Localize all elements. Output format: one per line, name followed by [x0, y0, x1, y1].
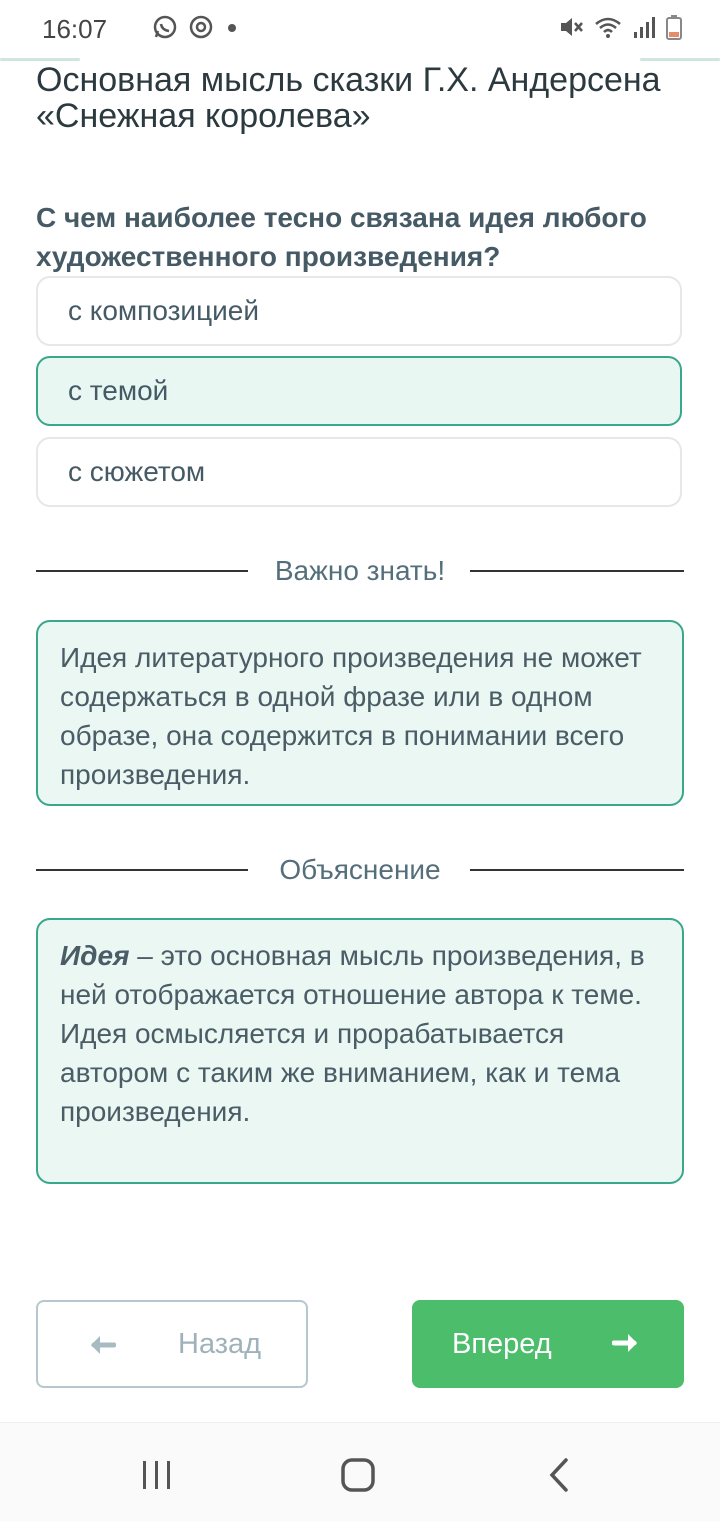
answer-option-1[interactable]: [36, 276, 682, 346]
signal-icon: [632, 14, 656, 45]
answer-option-label: с композицией: [68, 295, 259, 326]
status-bar: [0, 0, 720, 60]
recent-apps-icon[interactable]: [140, 1459, 174, 1496]
question-text: С чем наиболее тесно связана идея любого художественного произведения?: [36, 202, 647, 272]
answer-option-label: с темой: [68, 375, 169, 406]
answer-option-label: с сюжетом: [68, 456, 206, 487]
battery-icon: [666, 14, 682, 45]
explanation-heading: Объяснение: [279, 854, 441, 885]
back-button[interactable]: [36, 1300, 308, 1388]
explanation-text: – это основная мысль произведения, в ней отображается отношение автора к теме. Идея осмысляется и прорабатывается автором с таким же вниманием, как и тема произведения.: [60, 940, 645, 1127]
dot-icon: [224, 14, 240, 45]
explanation-term: Идея: [60, 940, 130, 971]
important-heading: Важно знать!: [274, 555, 446, 586]
arrow-left-icon: [86, 1330, 116, 1368]
next-button-label: Вперед: [452, 1327, 552, 1360]
next-button[interactable]: [412, 1300, 684, 1388]
arrow-right-icon: [612, 1328, 642, 1366]
wifi-icon: [594, 14, 622, 45]
back-button-label: Назад: [178, 1327, 262, 1360]
explanation-box: [36, 918, 684, 1184]
important-box: [36, 620, 684, 806]
sync-icon: [188, 14, 214, 45]
explanation-divider: [36, 855, 684, 885]
whatsapp-icon: [152, 14, 178, 45]
status-time: 16:07: [42, 14, 108, 44]
important-divider: [36, 556, 684, 586]
mute-icon: [558, 14, 584, 45]
home-icon[interactable]: [340, 1457, 376, 1498]
important-text: Идея литературного произведения не может содержаться в одной фразе или в одном образе, она содержится в понимании всего произведения.: [60, 642, 642, 790]
answer-option-2-selected[interactable]: [36, 356, 682, 426]
system-nav-bar: [0, 1422, 720, 1521]
lesson-title: Основная мысль сказки Г.Х. Андерсена «Снежная королева»: [36, 61, 661, 135]
answer-option-3[interactable]: [36, 437, 682, 507]
back-nav-icon[interactable]: [546, 1457, 572, 1498]
